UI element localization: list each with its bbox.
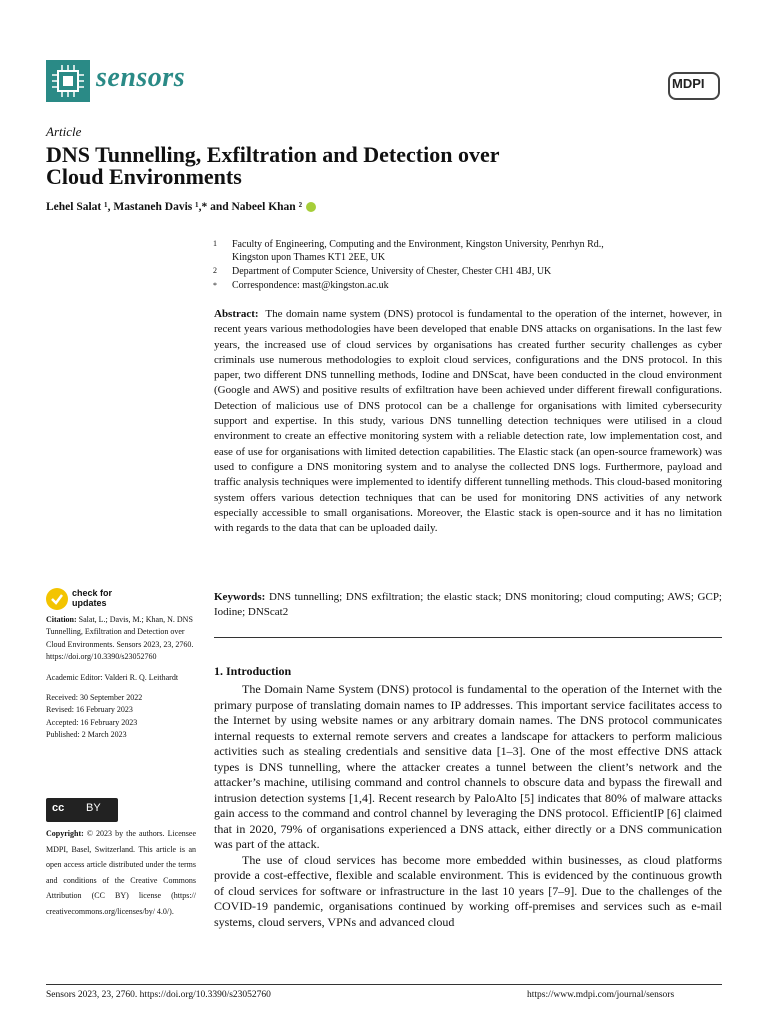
revised-date: Revised: 16 February 2023 [46, 705, 133, 715]
footer-divider [46, 984, 722, 985]
paper-title-line-1: DNS Tunnelling, Exfiltration and Detection over [46, 142, 500, 167]
abstract [214, 307, 722, 536]
academic-editor: Academic Editor: Valderi R. Q. Leithardt [46, 672, 179, 682]
citation-label: Citation: [46, 615, 77, 624]
citation [46, 614, 194, 664]
affiliation-number: 1 [213, 239, 217, 248]
orcid-icon[interactable] [306, 202, 316, 212]
abstract-text: The domain name system (DNS) protocol is fundamental to the operation of the internet, however, in recent years various methodologies have been developed that enable DNS attacks on organisations. In the last few years, the increased use of cloud services by organisations has created further security challenges as cyber criminals use numerous methodologies to exploit cloud services, configurations and the DNS protocol. In this paper, two different DNS tunnelling methods, Iodine and DNScat, have been conducted in the cloud environment (Google and AWS) and positive results of exfiltration have been achieved under different firewall configurations. Detection of malicious use of DNS protocol can be a challenge for organisations with limited cybersecurity support and expertise. In this study, various DNS tunnelling detection techniques were utilised in a cloud environment to create an effective monitoring system with a reliable detection rate, low implementation cost, and ease of use for organisations with limited detection capabilities. The Elastic stack (an open-source framework) was used to configure a DNS monitoring system and to analyse the collected DNS logs. Furthermore, payload and traffic analysis techniques were implemented to identify different tunnelling methods. This cloud-based monitoring system offers various detection techniques that can be used for monitoring DNS activities of any network especially accessible to small organisations. Moreover, the Elastic stack is open-source and it has no limitation with regards to the data that can be uploaded daily. [214, 308, 722, 535]
keywords [214, 590, 722, 621]
check-for-updates-button[interactable] [72, 588, 112, 608]
affiliation-number: * [213, 281, 217, 290]
published-date: Published: 2 March 2023 [46, 730, 127, 740]
author-list [46, 201, 317, 213]
affiliation-text: Kingston upon Thames KT1 2EE, UK [232, 252, 386, 263]
correspondence[interactable]: Correspondence: mast@kingston.ac.uk [232, 280, 389, 291]
article-type: Article [46, 124, 82, 139]
publisher-name: MDPI [672, 76, 705, 91]
check-updates-line-1: check for [72, 588, 113, 598]
accepted-date: Accepted: 16 February 2023 [46, 717, 138, 727]
by-icon: BY [86, 802, 101, 814]
section-heading-introduction: 1. Introduction [214, 664, 292, 678]
affiliation-text: Department of Computer Science, University of Chester, Chester CH1 4BJ, UK [232, 266, 552, 277]
journal-name[interactable]: sensors [96, 62, 186, 93]
intro-paragraph-2: The use of cloud services has become more embedded within businesses, as cloud platforms provide a cost-effective, flexible and scalable environment. This is evidenced by the continuous growth of cloud services for software or infrastructure in the last 10 years [7–9]. Due to the challenges of the COVID-19 pandemic, organisations continued by working off-premises and services such as e-mail systems, cloud servers, VPNs and advanced cloud [214, 852, 722, 929]
journal-logo-icon [46, 60, 90, 102]
received-date: Received: 30 September 2022 [46, 693, 143, 703]
check-updates-line-2: updates [72, 598, 107, 608]
paper-title-line-2: Cloud Environments [46, 164, 242, 189]
citation-text: Salat, L.; Davis, M.; Khan, N. DNS Tunnelling, Exfiltration and Detection over Cloud Environments. Sensors 2023, 23, 2760. https://doi.org/10.3390/s23052760 [46, 615, 194, 662]
cc-icon: cc [52, 802, 65, 814]
author-names: Lehel Salat ¹, Mastaneh Davis ¹,* and Nabeel Khan ² [46, 201, 303, 213]
keywords-label: Keywords: [214, 591, 266, 603]
copyright-text: © 2023 by the authors. Licensee MDPI, Basel, Switzerland. This article is an open access article distributed under the terms and conditions of the Creative Commons Attribution (CC BY) license (https:// creativecommons.org/licenses/by/ 4.0/). [46, 829, 197, 916]
article-info-sidebar [46, 614, 194, 742]
intro-paragraph-1: The Domain Name System (DNS) protocol is fundamental to the operation of the Internet with the primary purpose of translating domain names to IP addresses. This important service facilitates access to the Internet by using website names or any arbitrary domain names. The DNS protocol communicates internal requests to external remote servers and creates a landscape for attackers to perform malicious activities such as stealing credentials and sensitive data [1–3]. One of the most effective DNS attack types is DNS tunnelling, where the attacker creates a tunnel between the client’s network and the attacker’s machine, utilising command and control channels to obscure data and bypass the firewall and intrusion detection systems [1,4]. Recent research by PaloAlto [5] indicates that 80% of malware attacks gain access to the command and control channel by leveraging the DNS protocol. EfficientIP [6] claimed that in 2020, 79% of organisations experienced a DNS attack, either directly or a DNS communication was part of the attack. [214, 682, 722, 851]
section-divider [214, 637, 722, 638]
affiliation-number: 2 [213, 266, 217, 275]
abstract-label: Abstract: [214, 308, 259, 320]
footer-citation[interactable]: Sensors 2023, 23, 2760. https://doi.org/10.3390/s23052760 [46, 990, 271, 1000]
introduction-body [214, 682, 722, 930]
keywords-text: DNS tunnelling; DNS exfiltration; the elastic stack; DNS monitoring; cloud computing; AWS; GCP; Iodine; DNScat2 [214, 591, 722, 619]
footer-journal-url[interactable]: https://www.mdpi.com/journal/sensors [527, 990, 675, 1000]
check-for-updates-icon[interactable] [46, 588, 68, 610]
affiliation-text: Faculty of Engineering, Computing and the Environment, Kingston University, Penrhyn Rd., [232, 239, 604, 250]
copyright-label: Copyright: [46, 829, 84, 838]
copyright-notice [46, 826, 196, 920]
